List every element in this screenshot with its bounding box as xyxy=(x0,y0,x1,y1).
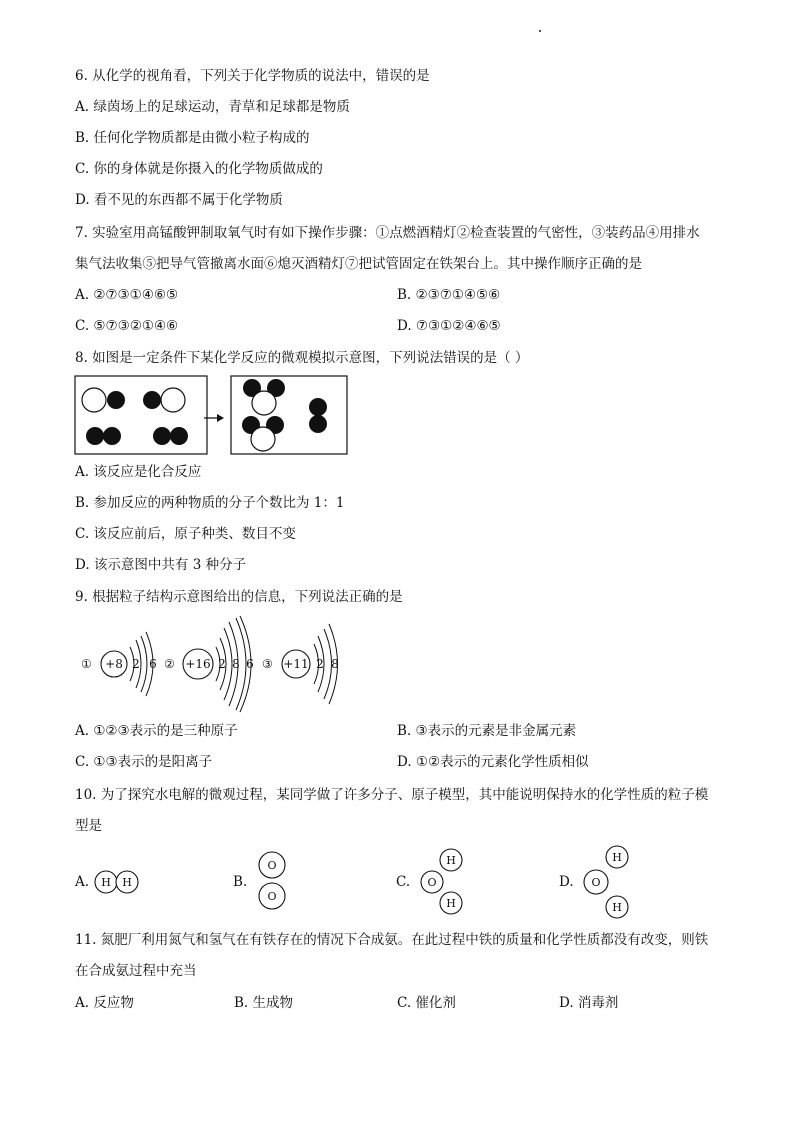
black-atom xyxy=(309,398,327,416)
water-molecule-model-c[interactable] xyxy=(412,848,468,916)
q8-option-b[interactable]: B. 参加反应的两种物质的分子个数比为 1：1 xyxy=(75,495,345,511)
svg-text:H: H xyxy=(101,876,111,889)
shell-electrons: 8 xyxy=(232,657,240,671)
q6-option-b[interactable]: B. 任何化学物质都是由微小粒子构成的 xyxy=(75,130,310,146)
q6-stem: 6. 从化学的视角看，下列关于化学物质的说法中，错误的是 xyxy=(75,68,430,84)
svg-text:O: O xyxy=(591,876,601,889)
shell-electrons: 2 xyxy=(218,657,226,671)
q9-stem: 9. 根据粒子结构示意图给出的信息，下列说法正确的是 xyxy=(75,589,403,605)
svg-text:H: H xyxy=(612,901,622,914)
q10-option-b-label[interactable]: B. xyxy=(233,874,248,890)
white-atom xyxy=(252,391,276,415)
particle-label: ② xyxy=(164,657,175,671)
svg-text:O: O xyxy=(267,859,277,872)
shell-electrons: 2 xyxy=(316,657,324,671)
q11-option-a[interactable]: A. 反应物 xyxy=(75,995,134,1011)
particle-label: ① xyxy=(81,657,92,671)
black-atom xyxy=(170,427,188,445)
black-atom xyxy=(86,427,104,445)
arrow-head xyxy=(217,414,224,422)
electron-shell xyxy=(141,636,147,692)
white-atom xyxy=(82,388,106,412)
reaction-diagram xyxy=(74,375,350,457)
nucleus-charge: +8 xyxy=(105,657,123,671)
corner-mark xyxy=(539,30,541,32)
q11-option-d[interactable]: D. 消毒剂 xyxy=(559,995,619,1011)
shell-electrons: 8 xyxy=(331,657,339,671)
particle-label: ③ xyxy=(262,657,273,671)
q8-option-a[interactable]: A. 该反应是化合反应 xyxy=(75,464,202,480)
q10-option-a-label[interactable]: A. xyxy=(75,874,90,890)
q11-stem-line1: 11. 氮肥厂利用氮气和氢气在有铁存在的情况下合成氨。在此过程中铁的质量和化学性质都没有改变，则铁 xyxy=(75,932,709,948)
q8-stem: 8. 如图是一定条件下某化学反应的微观模拟示意图，下列说法错误的是（ ） xyxy=(75,350,529,366)
q9-option-c[interactable]: C. ①③表示的是阳离子 xyxy=(75,754,213,770)
q7-option-c[interactable]: C. ⑤⑦③②①④⑥ xyxy=(75,318,179,334)
black-atom xyxy=(309,415,327,433)
shell-electrons: 2 xyxy=(132,657,140,671)
q6-option-c[interactable]: C. 你的身体就是你摄入的化学物质做成的 xyxy=(75,161,323,177)
black-atom xyxy=(103,427,121,445)
o2-molecule-model[interactable] xyxy=(256,850,288,912)
water-molecule-model-d[interactable] xyxy=(578,843,634,923)
q10-option-c-label[interactable]: C. xyxy=(396,874,411,890)
svg-text:O: O xyxy=(267,890,277,903)
white-atom xyxy=(161,388,185,412)
q10-stem-line2: 型是 xyxy=(75,818,102,834)
q7-stem-line2: 集气法收集⑤把导气管撤离水面⑥熄灭酒精灯⑦把试管固定在铁架台上。其中操作顺序正确的是 xyxy=(75,256,642,272)
particle-structures xyxy=(74,616,364,712)
black-atom xyxy=(143,391,161,409)
svg-text:O: O xyxy=(427,876,437,889)
q11-option-c[interactable]: C. 催化剂 xyxy=(397,995,456,1011)
q9-option-d[interactable]: D. ①②表示的元素化学性质相似 xyxy=(397,754,589,770)
nucleus-charge: +11 xyxy=(283,657,309,671)
q8-option-d[interactable]: D. 该示意图中共有 3 种分子 xyxy=(75,557,247,573)
q8-option-c[interactable]: C. 该反应前后，原子种类、数目不变 xyxy=(75,526,296,542)
nucleus-charge: +16 xyxy=(185,657,211,671)
q10-stem-line1: 10. 为了探究水电解的微观过程，某同学做了许多分子、原子模型，其中能说明保持水的化学性质的粒子模 xyxy=(75,787,709,803)
svg-text:H: H xyxy=(446,897,456,910)
q6-option-a[interactable]: A. 绿茵场上的足球运动，青草和足球都是物质 xyxy=(75,99,350,115)
q7-option-a[interactable]: A. ②⑦③①④⑥⑤ xyxy=(75,287,179,303)
q7-stem-line1: 7. 实验室用高锰酸钾制取氧气时有如下操作步骤：①点燃酒精灯②检查装置的气密性，③装药品④用排水 xyxy=(75,225,700,241)
q7-option-d[interactable]: D. ⑦③①②④⑥⑤ xyxy=(397,318,501,334)
q10-option-d-label[interactable]: D. xyxy=(559,874,574,890)
svg-text:H: H xyxy=(446,854,456,867)
shell-electrons: 6 xyxy=(246,657,254,671)
q11-option-b[interactable]: B. 生成物 xyxy=(234,995,294,1011)
q11-stem-line2: 在合成氨过程中充当 xyxy=(75,963,197,979)
q9-option-a[interactable]: A. ①②③表示的是三种原子 xyxy=(75,723,238,739)
shell-electrons: 6 xyxy=(149,657,157,671)
white-atom xyxy=(251,427,275,451)
q6-option-d[interactable]: D. 看不见的东西都不属于化学物质 xyxy=(75,192,283,208)
h2-molecule-model[interactable] xyxy=(92,868,148,896)
q9-option-b[interactable]: B. ③表示的元素是非金属元素 xyxy=(397,723,577,739)
svg-text:H: H xyxy=(122,876,132,889)
black-atom xyxy=(107,391,125,409)
black-atom xyxy=(153,427,171,445)
svg-text:H: H xyxy=(612,851,622,864)
q7-option-b[interactable]: B. ②③⑦①④⑤⑥ xyxy=(397,287,501,303)
